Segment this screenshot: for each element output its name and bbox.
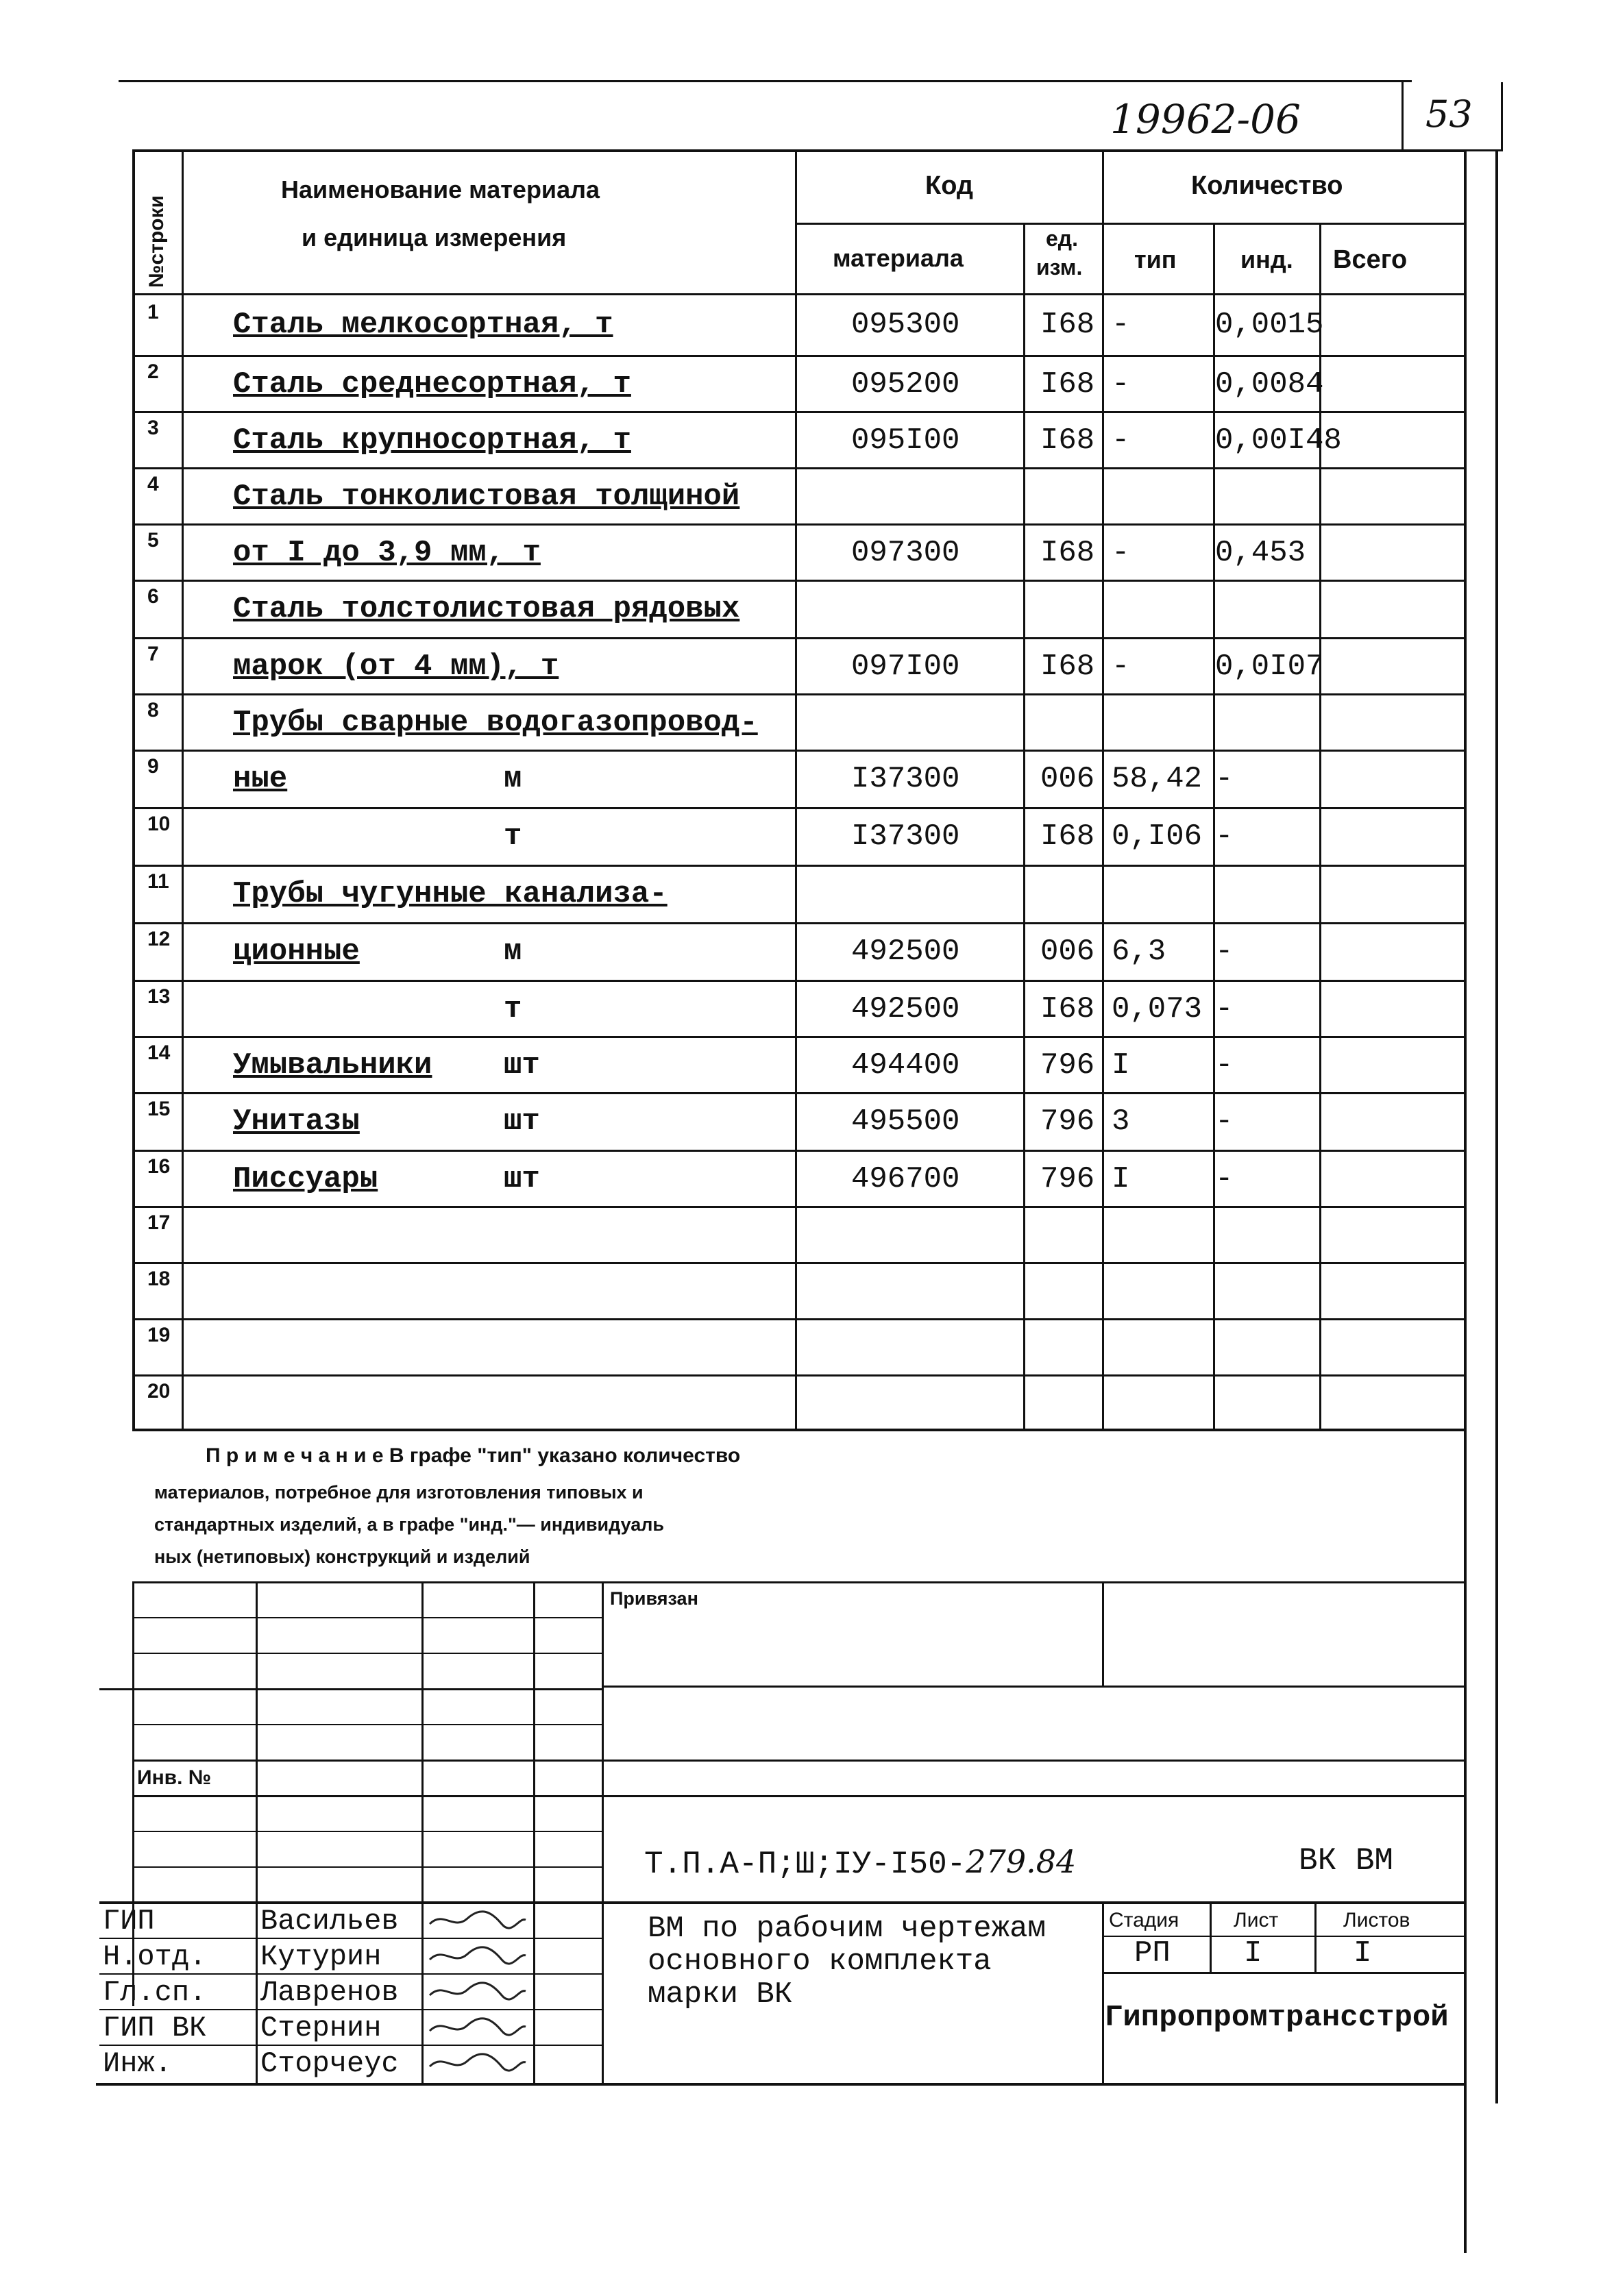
stamp-privyazan-bottom — [602, 1686, 1467, 1688]
qty-type: 0,I06 — [1112, 819, 1203, 854]
stamp-row-8 — [132, 1866, 602, 1868]
col-line-qty — [1102, 149, 1104, 1431]
material-code: 494400 — [851, 1048, 960, 1083]
table-right-line — [1464, 149, 1467, 2253]
material-unit: м — [504, 762, 522, 796]
signature-name: Сторчеус — [260, 2047, 399, 2080]
material-unit: шт — [504, 1162, 540, 1196]
material-code: 097300 — [851, 536, 960, 570]
row-number: 7 — [147, 643, 159, 665]
stamp-row-5 — [132, 1760, 1467, 1762]
row-number: 11 — [147, 870, 169, 893]
note-line-2: материалов, потребное для изготовления типовых и — [154, 1482, 644, 1503]
unit-code: I68 — [1040, 367, 1095, 402]
qty-ind: - — [1215, 935, 1234, 969]
unit-code: 796 — [1040, 1104, 1095, 1139]
stamp-row-3 — [99, 1688, 602, 1690]
material-name: Сталь среднесортная, т — [233, 367, 631, 402]
header-bottom-line-table — [132, 293, 1467, 295]
stamp-row-6 — [132, 1795, 1467, 1797]
row-number: 20 — [147, 1380, 171, 1403]
table-top-line — [132, 149, 1467, 152]
material-unit: м — [504, 935, 522, 969]
row-number: 5 — [147, 529, 159, 552]
stamp-main-line — [99, 1901, 1467, 1904]
inv-no-label: Инв. № — [137, 1766, 212, 1789]
designation — [644, 1843, 1076, 1882]
header-divider — [1401, 82, 1404, 151]
row-divider — [132, 355, 1467, 357]
row-number: 14 — [147, 1041, 171, 1064]
sheet-value: I — [1244, 1936, 1262, 1971]
material-name: Сталь крупносортная, т — [233, 423, 631, 458]
mark-label: ВК ВМ — [1299, 1843, 1394, 1879]
qty-ind: - — [1215, 992, 1234, 1026]
row-divider — [132, 922, 1467, 924]
row-divider — [132, 580, 1467, 582]
rownum-header: №строки — [145, 195, 168, 288]
material-name: от I до 3,9 мм, т — [233, 536, 541, 570]
row-number: 1 — [147, 301, 159, 323]
row-divider — [132, 523, 1467, 526]
row-divider — [132, 1374, 1467, 1377]
row-number: 10 — [147, 813, 171, 835]
material-name: Трубы чугунные канализа- — [233, 877, 668, 911]
handwritten-signature — [426, 2010, 529, 2043]
handwritten-signature — [426, 1903, 529, 1936]
unit-code: I68 — [1040, 423, 1095, 458]
signature-name: Лавренов — [260, 1976, 399, 2009]
qty-ind: - — [1215, 1162, 1234, 1196]
unit-code: I68 — [1040, 536, 1095, 570]
unit-code: 796 — [1040, 1162, 1095, 1196]
sheet-label: Лист — [1234, 1909, 1279, 1931]
row-number: 19 — [147, 1324, 171, 1346]
material-name: Трубы сварные водогазопровод- — [233, 706, 758, 740]
row-divider — [132, 1092, 1467, 1094]
designation-code: Т.П.А-П;Ш;IУ-I50- — [644, 1847, 966, 1882]
row-number: 2 — [147, 360, 159, 383]
page-number: 53 — [1425, 92, 1473, 136]
title-line-3: марки ВК — [648, 1977, 793, 2012]
qty-type: 58,42 — [1112, 762, 1203, 796]
signature-role: Н.отд. — [103, 1940, 207, 1973]
sheets-value: I — [1354, 1936, 1372, 1971]
signature-role: Гл.сп. — [103, 1976, 207, 2009]
col-line-unit — [1023, 223, 1025, 1431]
col-line-total — [1319, 223, 1321, 1431]
qty-total-header: Всего — [1333, 245, 1408, 274]
row-number: 13 — [147, 985, 171, 1008]
qty-ind: 0,453 — [1215, 536, 1306, 570]
material-unit: т — [504, 819, 522, 854]
organization: Гипропромтрансстрой — [1105, 2001, 1449, 2035]
name-header-line1: Наименование материала — [281, 175, 600, 203]
row-divider — [132, 411, 1467, 413]
code-header: Код — [925, 171, 974, 200]
code-material-header: материала — [833, 244, 964, 272]
qty-type: I — [1112, 1162, 1130, 1196]
row-number: 12 — [147, 928, 171, 950]
qty-type: 0,073 — [1112, 992, 1203, 1026]
unit-code: I68 — [1040, 992, 1095, 1026]
row-divider — [132, 693, 1467, 695]
material-unit: шт — [504, 1104, 540, 1139]
unit-code: I68 — [1040, 650, 1095, 684]
code-unit-header-1: ед. — [1046, 226, 1078, 251]
note-line-1: П р и м е ч а н и е В графе "тип" указано количество — [206, 1444, 741, 1467]
stamp-stage-col-2 — [1314, 1901, 1317, 1973]
quantity-header: Количество — [1191, 171, 1343, 200]
material-name: марок (от 4 мм), т — [233, 650, 559, 684]
material-unit: т — [504, 992, 522, 1026]
stamp-col-4 — [602, 1581, 604, 2085]
row-number: 18 — [147, 1268, 171, 1290]
material-code: I37300 — [851, 819, 960, 854]
row-divider — [132, 1206, 1467, 1208]
designation-hand: 279.84 — [966, 1843, 1077, 1880]
row-divider — [132, 1150, 1467, 1152]
qty-type: - — [1112, 536, 1130, 570]
material-code: 095300 — [851, 308, 960, 342]
material-code: 496700 — [851, 1162, 960, 1196]
row-number: 17 — [147, 1211, 171, 1234]
title-line-2: основного комплекта — [648, 1945, 992, 1979]
table-left-line — [132, 149, 135, 1431]
row-divider — [132, 467, 1467, 469]
unit-code: I68 — [1040, 308, 1095, 342]
material-name: Умывальники — [233, 1048, 432, 1083]
qty-ind: - — [1215, 762, 1234, 796]
signature-name: Васильев — [260, 1905, 399, 1938]
material-name: Писсуары — [233, 1162, 378, 1196]
stamp-row-4 — [132, 1724, 602, 1725]
header-right-border — [1501, 82, 1503, 151]
unit-code: 006 — [1040, 935, 1095, 969]
title-line-1: ВМ по рабочим чертежам — [648, 1912, 1046, 1946]
stamp-bottom-line — [96, 2083, 1467, 2086]
privyazan-label: Привязан — [610, 1588, 698, 1609]
signature-name: Кутурин — [260, 1940, 382, 1973]
qty-type: - — [1112, 650, 1130, 684]
qty-ind-header: инд. — [1240, 245, 1293, 273]
stamp-top-line — [132, 1581, 1467, 1583]
qty-type-header: тип — [1134, 245, 1177, 273]
stamp-row-2 — [132, 1653, 602, 1654]
row-divider — [132, 1036, 1467, 1038]
material-code: 492500 — [851, 992, 960, 1026]
stamp-stage-col-1 — [1210, 1901, 1212, 1973]
row-number: 3 — [147, 417, 159, 439]
qty-ind: 0,0084 — [1215, 367, 1324, 402]
material-name: Унитазы — [233, 1104, 360, 1139]
stage-label: Стадия — [1109, 1909, 1179, 1931]
material-code: I37300 — [851, 762, 960, 796]
row-divider — [132, 865, 1467, 867]
code-unit-header-2: изм. — [1036, 255, 1083, 280]
doc-number: 19962-06 — [1110, 96, 1301, 143]
qty-ind: 0,0015 — [1215, 308, 1324, 342]
row-number: 15 — [147, 1098, 171, 1120]
material-code: 495500 — [851, 1104, 960, 1139]
row-number: 9 — [147, 755, 159, 778]
row-divider — [132, 980, 1467, 982]
material-name: Сталь тонколистовая толщиной — [233, 480, 740, 514]
handwritten-signature — [426, 1975, 529, 2008]
row-number: 6 — [147, 585, 159, 608]
sheets-label: Листов — [1343, 1909, 1410, 1931]
material-unit: шт — [504, 1048, 540, 1083]
name-header-line2: и единица измерения — [302, 223, 567, 251]
note-line-4: ных (нетиповых) конструкций и изделий — [154, 1546, 530, 1567]
handwritten-signature — [426, 2046, 529, 2079]
stage-value: РП — [1134, 1936, 1171, 1971]
qty-ind: - — [1215, 819, 1234, 854]
qty-type: - — [1112, 308, 1130, 342]
material-code: 095200 — [851, 367, 960, 402]
row-number: 16 — [147, 1155, 171, 1178]
unit-code: 796 — [1040, 1048, 1095, 1083]
signature-role: ГИП — [103, 1905, 155, 1938]
signature-role: Инж. — [103, 2047, 172, 2080]
material-name: ционные — [233, 935, 360, 969]
material-code: 095I00 — [851, 423, 960, 458]
row-divider — [132, 1318, 1467, 1320]
col-line-code — [795, 149, 797, 1431]
qty-ind: 0,0I07 — [1215, 650, 1324, 684]
right-margin-line — [1495, 151, 1498, 2103]
stamp-row-1 — [132, 1617, 602, 1618]
qty-type: 6,3 — [1112, 935, 1166, 969]
note-line-3: стандартных изделий, а в графе "инд."— индивидуаль — [154, 1514, 665, 1535]
row-divider — [132, 750, 1467, 752]
stamp-privyazan-right — [1102, 1581, 1104, 1688]
stamp-row-7 — [132, 1831, 602, 1832]
signature-name: Стернин — [260, 2012, 382, 2045]
row-divider — [132, 637, 1467, 639]
qty-ind: 0,00I48 — [1215, 423, 1342, 458]
qty-type: 3 — [1112, 1104, 1130, 1139]
qty-type: - — [1112, 367, 1130, 402]
stamp-stage-bottom — [1102, 1972, 1467, 1974]
material-name: Сталь толстолистовая рядовых — [233, 592, 740, 626]
material-name: Сталь мелкосортная, т — [233, 308, 613, 342]
qty-ind: - — [1215, 1104, 1234, 1139]
signature-role: ГИП ВК — [103, 2012, 207, 2045]
material-name: ные — [233, 762, 288, 796]
qty-type: - — [1112, 423, 1130, 458]
handwritten-signature — [426, 1939, 529, 1972]
material-code: 492500 — [851, 935, 960, 969]
table-bottom-line — [132, 1429, 1467, 1431]
row-number: 8 — [147, 699, 159, 721]
header-sub-line — [795, 223, 1467, 225]
unit-code: I68 — [1040, 819, 1095, 854]
top-border-line — [119, 80, 1412, 82]
col-line-rownum — [182, 149, 184, 1431]
row-number: 4 — [147, 473, 159, 495]
row-divider — [132, 807, 1467, 809]
qty-type: I — [1112, 1048, 1130, 1083]
unit-code: 006 — [1040, 762, 1095, 796]
stamp-stage-left — [1102, 1901, 1104, 2085]
qty-ind: - — [1215, 1048, 1234, 1083]
material-code: 097I00 — [851, 650, 960, 684]
row-divider — [132, 1262, 1467, 1264]
